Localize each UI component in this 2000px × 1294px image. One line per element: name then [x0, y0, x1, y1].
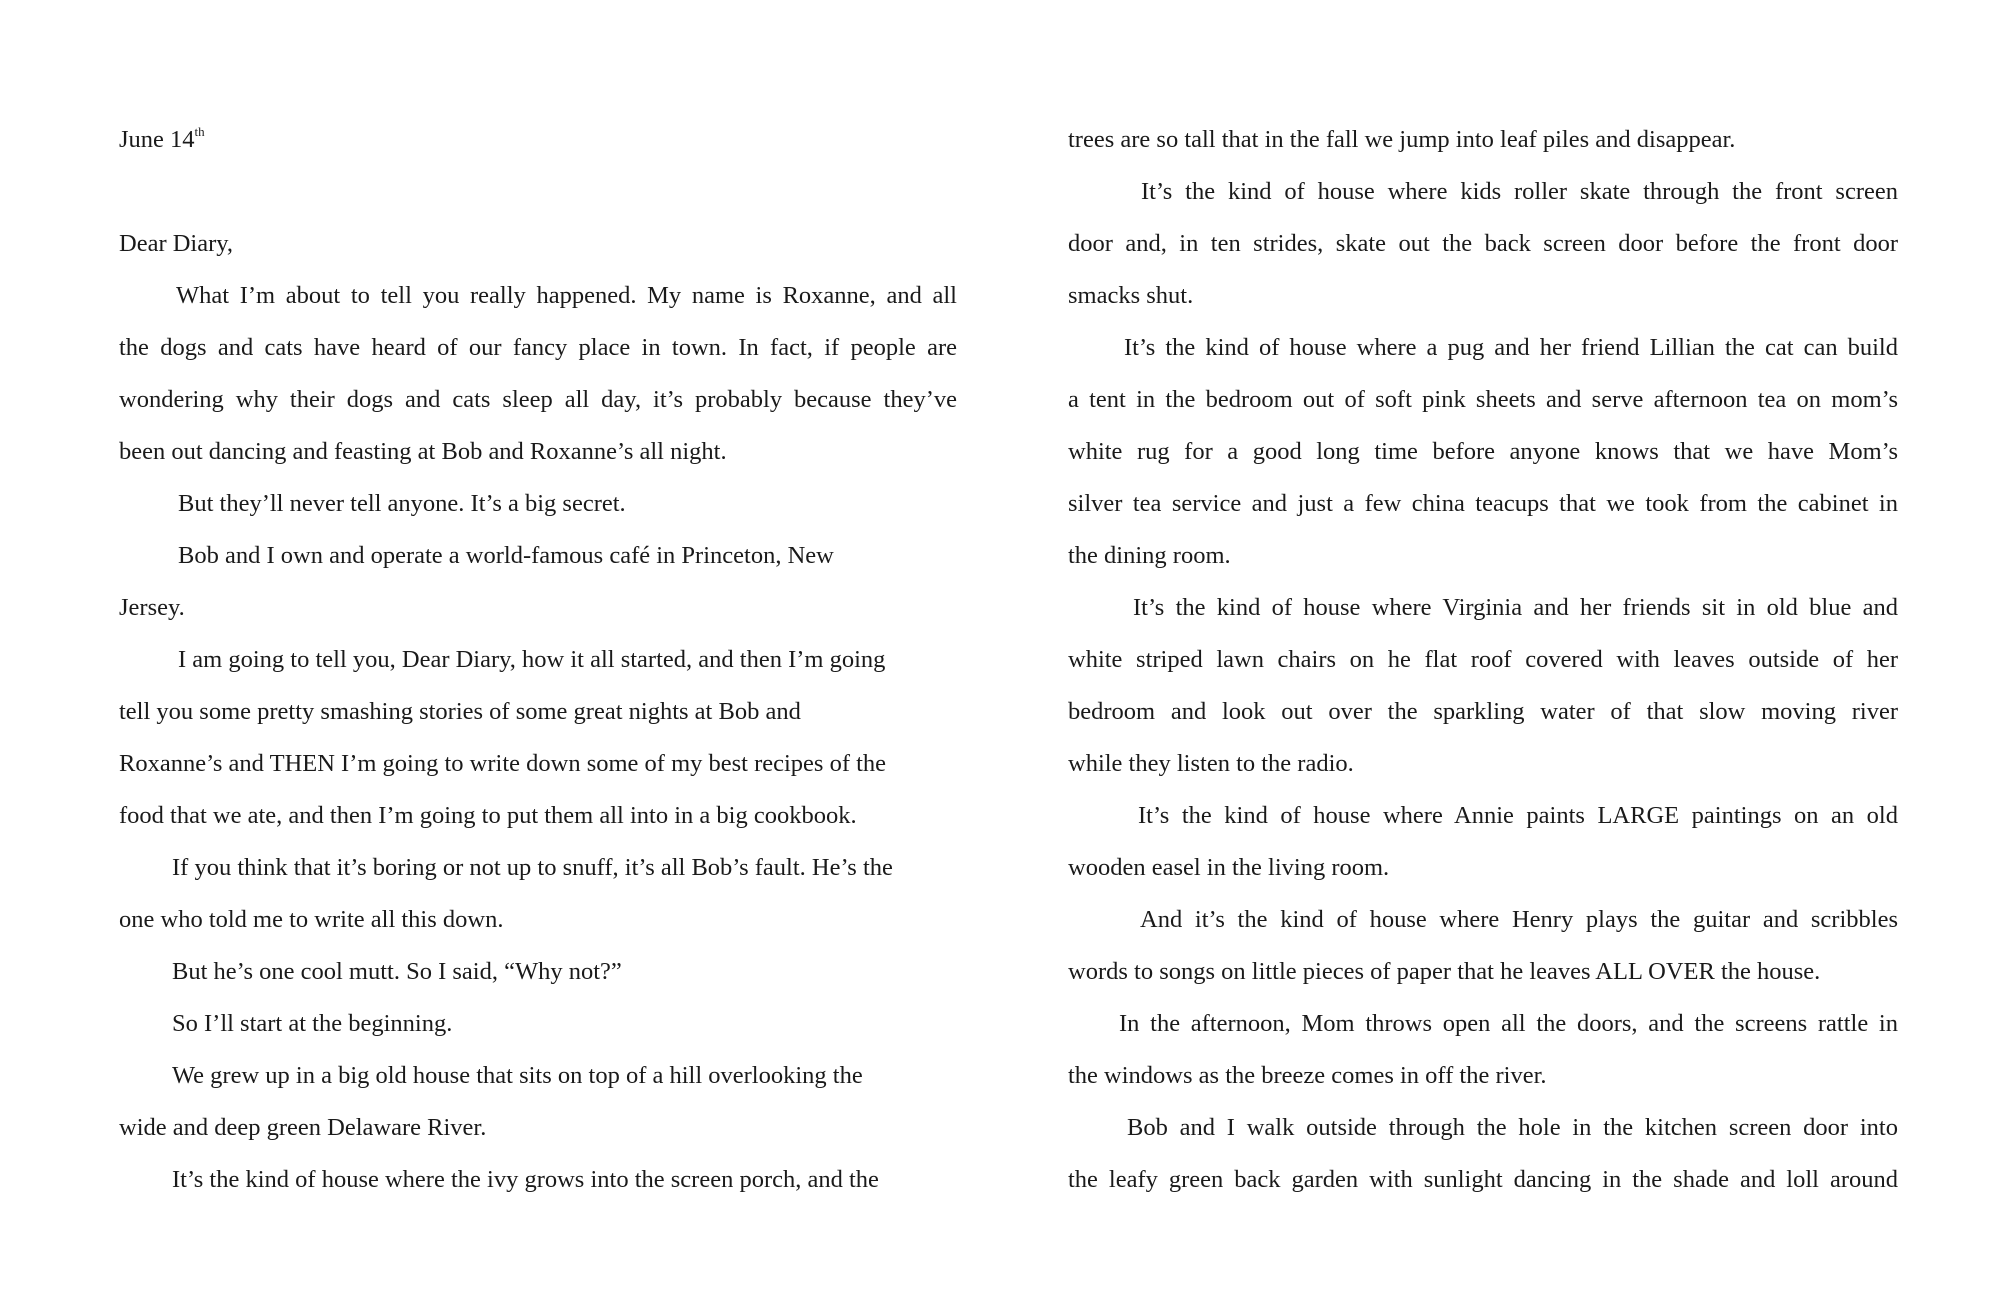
text-line: wondering why their dogs and cats sleep all day, it’s probably because they’ve: [119, 386, 957, 413]
text-line: I am going to tell you, Dear Diary, how it all started, and then I’m going: [178, 646, 886, 673]
text-line: Dear Diary,: [119, 230, 234, 257]
text-line: white rug for a good long time before anyone knows that we have Mom’s: [1068, 438, 1898, 465]
text-line: the windows as the breeze comes in off the river.: [1068, 1062, 1547, 1089]
text-line: smacks shut.: [1068, 282, 1194, 309]
text-line: It’s the kind of house where a pug and her friend Lillian the cat can build: [1124, 334, 1898, 361]
text-line: But he’s one cool mutt. So I said, “Why not?”: [172, 958, 622, 985]
text-line: It’s the kind of house where Virginia and her friends sit in old blue and: [1133, 594, 1898, 621]
text-line: wooden easel in the living room.: [1068, 854, 1390, 881]
text-line: Bob and I own and operate a world-famous café in Princeton, New: [178, 542, 834, 569]
text-line: And it’s the kind of house where Henry plays the guitar and scribbles: [1140, 906, 1898, 933]
text-line: We grew up in a big old house that sits on top of a hill overlooking the: [172, 1062, 863, 1089]
diary-date: [119, 114, 957, 166]
text-line: tell you some pretty smashing stories of some great nights at Bob and: [119, 698, 801, 725]
date-suffix: th: [194, 124, 205, 139]
text-line: food that we ate, and then I’m going to put them all into in a big cookbook.: [119, 802, 857, 829]
text-line: door and, in ten strides, skate out the back screen door before the front door: [1068, 230, 1898, 257]
text-line: silver tea service and just a few china teacups that we took from the cabinet in: [1068, 490, 1898, 517]
text-line: It’s the kind of house where kids roller skate through the front screen: [1141, 178, 1898, 205]
text-line: been out dancing and feasting at Bob and Roxanne’s all night.: [119, 438, 727, 465]
text-line: the dogs and cats have heard of our fancy place in town. In fact, if people are: [119, 334, 957, 361]
text-line: Jersey.: [119, 594, 185, 621]
text-line: It’s the kind of house where Annie paints LARGE paintings on an old: [1138, 802, 1898, 829]
text-line: trees are so tall that in the fall we jump into leaf piles and disappear.: [1068, 126, 1736, 153]
right-column: [1068, 114, 1898, 1206]
text-line: Roxanne’s and THEN I’m going to write down some of my best recipes of the: [119, 750, 887, 777]
text-line: Bob and I walk outside through the hole in the kitchen screen door into: [1127, 1114, 1898, 1141]
text-line: words to songs on little pieces of paper that he leaves ALL OVER the house.: [1068, 958, 1821, 985]
text-line: So I’ll start at the beginning.: [172, 1010, 453, 1037]
date-text: June 14: [119, 126, 195, 153]
text-line: If you think that it’s boring or not up to snuff, it’s all Bob’s fault. He’s the: [172, 854, 893, 881]
right-column-lines: [1068, 114, 1898, 1206]
text-line: white striped lawn chairs on he flat roof covered with leaves outside of her: [1068, 646, 1898, 673]
text-line: the dining room.: [1068, 542, 1231, 569]
text-line: But they’ll never tell anyone. It’s a big secret.: [178, 490, 626, 517]
left-column: [119, 114, 957, 1206]
text-line: while they listen to the radio.: [1068, 750, 1354, 777]
blank-line: [119, 166, 957, 218]
left-column-lines: [119, 218, 957, 1206]
text-line: In the afternoon, Mom throws open all the doors, and the screens rattle in: [1119, 1010, 1898, 1037]
text-line: wide and deep green Delaware River.: [119, 1114, 487, 1141]
text-line: It’s the kind of house where the ivy grows into the screen porch, and the: [172, 1166, 879, 1193]
text-line: a tent in the bedroom out of soft pink sheets and serve afternoon tea on mom’s: [1068, 386, 1898, 413]
text-line: the leafy green back garden with sunlight dancing in the shade and loll around: [1068, 1166, 1898, 1193]
text-line: one who told me to write all this down.: [119, 906, 504, 933]
text-line: What I’m about to tell you really happened. My name is Roxanne, and all: [176, 282, 957, 309]
text-line: bedroom and look out over the sparkling water of that slow moving river: [1068, 698, 1898, 725]
